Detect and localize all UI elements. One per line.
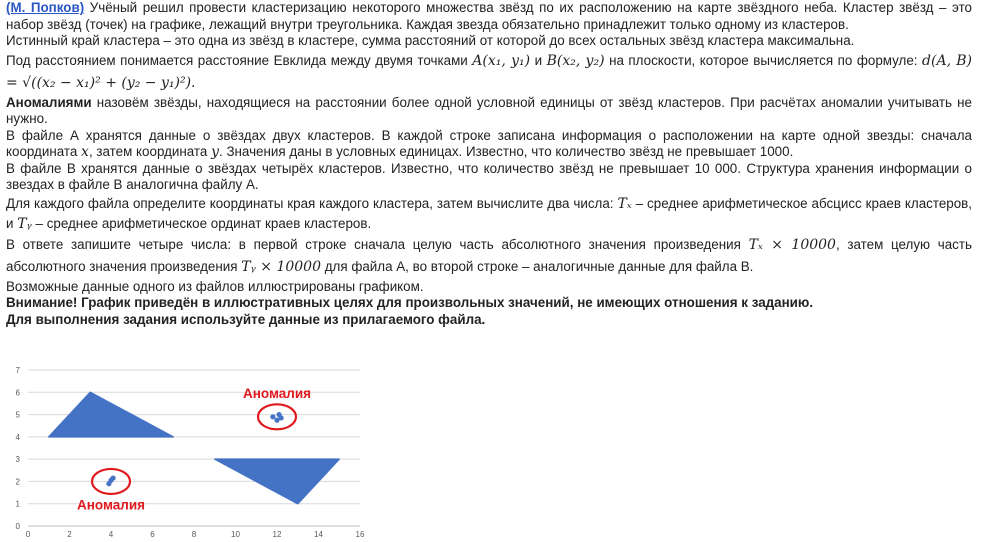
distance-definition (6, 50, 972, 95)
task-text (6, 0, 972, 328)
x-tick-label: 16 (355, 530, 365, 539)
var-x: x (81, 144, 89, 160)
warning-use-file: Для выполнения задания используйте данные из прилагаемого файла. (6, 311, 486, 327)
answer-text-3: для файла А, во второй строке – аналогичные данные для файла B. (321, 259, 754, 274)
anomaly-definition (6, 95, 972, 128)
anomaly-star (270, 414, 275, 419)
anomaly-circle-1 (258, 404, 296, 429)
cluster-scatter-chart (6, 360, 378, 542)
distance-text-2: на плоскости, которое вычисляется по формуле: (604, 52, 923, 68)
x-tick-label: 2 (67, 530, 72, 539)
point-a: A(x₁, y₁) (472, 52, 531, 69)
file-a-text-3: . Значения даны в условных единицах. Известно, что количество звёзд не превышает 1000. (219, 144, 794, 159)
answer-format (6, 234, 972, 279)
warning-illustrative: Внимание! График приведён в иллюстративных целях для произвольных значений, не имеющих отношения к заданию. (6, 295, 814, 310)
answer-text: В ответе запишите четыре числа: в первой строке сначала целую часть абсолютного значения произведения (6, 236, 749, 252)
ty-symbol: Tᵧ (17, 215, 32, 232)
y-tick-label: 6 (15, 388, 20, 398)
compute-text-2: – среднее арифметическое абсцисс краев кластеров, и (6, 195, 972, 231)
var-y: y (211, 144, 219, 160)
anomaly-label-1: Аномалия (242, 385, 312, 401)
compute-instructions (6, 194, 972, 234)
x-tick-label: 6 (150, 530, 155, 539)
anomaly-star (110, 475, 115, 480)
distance-text: Под расстоянием понимается расстояние Евклида между двумя точками (6, 52, 473, 68)
file-a-text: В файле А хранятся данные о звёздах двух кластеров. В каждой строке записана информация о расположении на карте одной звезды: сначала координата (6, 127, 972, 159)
edge-definition: Истинный край кластера – это одна из звёзд в кластере, сумма расстояний от которой до всех остальных звёзд кластера максимальна. (6, 33, 855, 48)
compute-text: Для каждого файла определите координаты края каждого кластера, затем вычислите два числа: (6, 195, 618, 211)
file-a-text-2: , затем координата (88, 144, 212, 159)
x-tick-label: 14 (314, 530, 323, 539)
x-tick-label: 4 (108, 530, 114, 539)
compute-text-3: – среднее арифметическое ординат краев кластеров. (31, 215, 372, 231)
x-tick-label: 8 (191, 530, 197, 539)
intro-text: Учёный решил провести кластеризацию некоторого множества звёзд по их расположению на карте звёздного неба. Кластер звёзд – это набор звёзд (точек) на графике, лежащий внутри треугольника. Каждая звезда обязательно принадлежит только одному из кластеров. (6, 0, 972, 32)
tx-symbol: Tₓ (617, 195, 632, 212)
y-tick-label: 4 (15, 432, 20, 442)
file-b-description: В файле B хранятся данные о звёздах четырёх кластеров. Известно, что количество звёзд не превышает 10 000. Структура хранения информации о звездах в файле B аналогична файлу А. (6, 160, 972, 192)
y-tick-label: 5 (15, 410, 20, 420)
y-tick-label: 7 (15, 366, 20, 375)
anomaly-text: назовём звёзды, находящиеся на расстоянии более одной условной единицы от звёзд кластеров. При расчётах аномалии учитывать не нужно. (6, 94, 972, 126)
x-tick-label: 10 (231, 530, 240, 539)
chart-note: Возможные данные одного из файлов иллюстрированы графиком. (6, 278, 424, 294)
file-a-description (6, 128, 972, 161)
and-text: и (530, 52, 547, 68)
answer-text-2: , затем целую часть абсолютного значения произведения (6, 236, 972, 274)
y-tick-label: 3 (15, 455, 20, 465)
anomaly-label-2: Аномалия (76, 497, 146, 513)
y-tick-label: 0 (15, 522, 20, 531)
x-tick-label: 0 (25, 530, 31, 539)
y-tick-label: 1 (15, 499, 20, 509)
tx-product: Tₓ × 10000 (748, 236, 836, 253)
y-tick-label: 2 (15, 477, 20, 487)
x-tick-label: 12 (272, 530, 282, 539)
author-link[interactable]: (М. Попков) (6, 0, 85, 15)
ty-product: Tᵧ × 10000 (241, 259, 321, 275)
anomaly-star (279, 415, 284, 420)
euclid-formula: d(A, B) = √((x₂ − x₁)² + (y₂ − y₁)²). (6, 52, 973, 91)
intro-paragraph (6, 0, 972, 33)
point-b: B(x₂, y₂) (546, 52, 605, 69)
anomaly-term: Аномалиями (6, 94, 92, 110)
